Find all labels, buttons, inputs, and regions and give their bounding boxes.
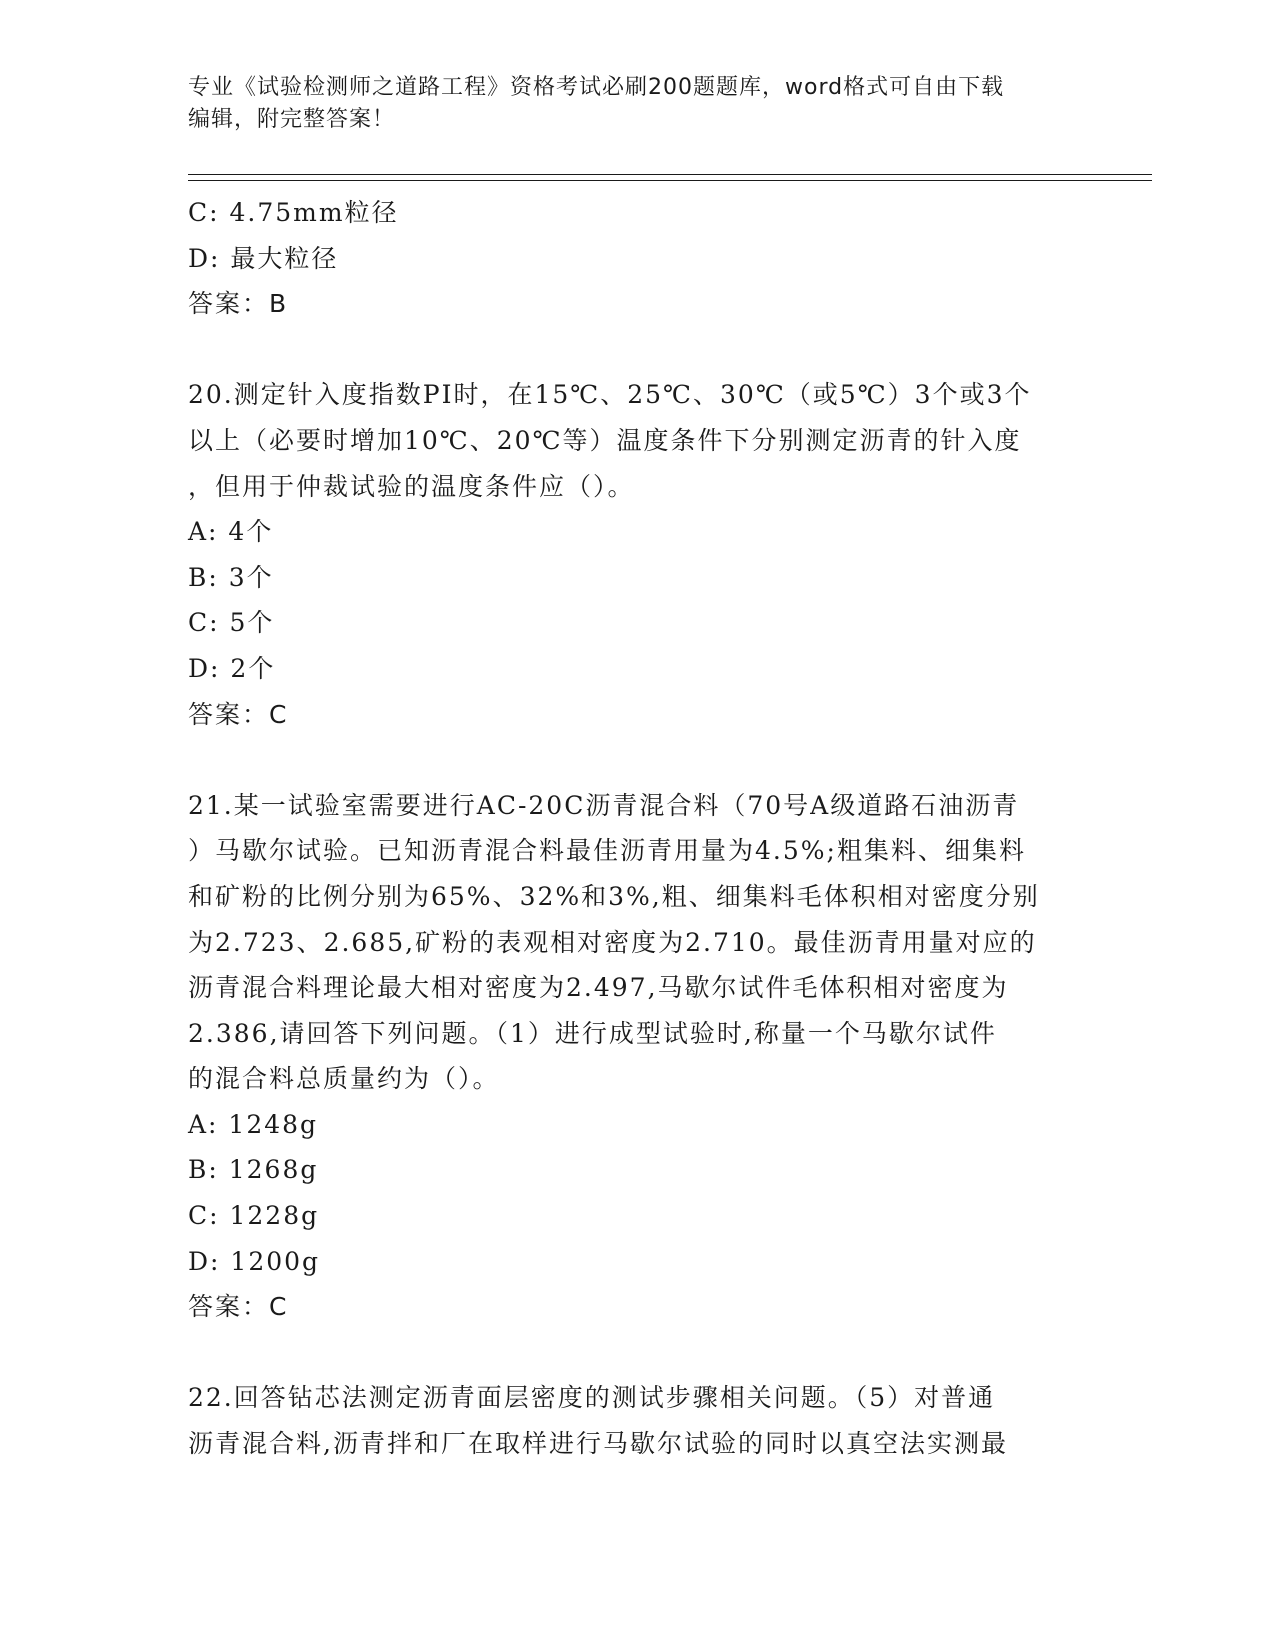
question-text-line: 为2.723、2.685,矿粉的表观相对密度为2.710。最佳沥青用量对应的 [188, 927, 1037, 957]
question-19-tail [188, 190, 1088, 327]
header-divider-bottom [188, 180, 1152, 181]
option-d: D: 2个 [188, 653, 276, 683]
question-text-line: 沥青混合料,沥青拌和厂在取样进行马歇尔试验的同时以真空法实测最 [188, 1429, 1008, 1459]
answer: 答案：B [188, 289, 289, 319]
option-c: C: 1228g [188, 1201, 320, 1231]
header-line-1: 专业《试验检测师之道路工程》资格考试必刷200题题库，word格式可自由下载 [188, 75, 1005, 100]
question-text-line: 沥青混合料理论最大相对密度为2.497,马歇尔试件毛体积相对密度为 [188, 973, 1009, 1003]
question-22 [188, 1375, 1088, 1466]
document-header [188, 72, 1088, 136]
question-text-line: ）马歇尔试验。已知沥青混合料最佳沥青用量为4.5%;粗集料、细集料 [188, 836, 1026, 866]
option-c: C: 4.75mm粒径 [188, 198, 399, 227]
header-line-2: 编辑，附完整答案！ [188, 107, 396, 132]
option-d: D: 1200g [188, 1246, 321, 1276]
answer: 答案：C [188, 1292, 289, 1322]
question-text-line: ，但用于仲裁试验的温度条件应（）。 [188, 471, 635, 501]
question-20 [188, 372, 1088, 737]
question-text-line: 21.某一试验室需要进行AC-20C沥青混合料（70号A级道路石油沥青 [188, 790, 1020, 820]
header-divider-top [188, 174, 1152, 175]
option-b: B: 1268g [188, 1155, 319, 1185]
question-21 [188, 783, 1088, 1330]
question-text-line: 2.386,请回答下列问题。（1）进行成型试验时,称量一个马歇尔试件 [188, 1018, 997, 1048]
option-a: A: 4个 [188, 517, 274, 547]
question-text-line: 22.回答钻芯法测定沥青面层密度的测试步骤相关问题。（5）对普通 [188, 1383, 996, 1413]
option-a: A: 1248g [188, 1109, 319, 1139]
question-text-line: 20.测定针入度指数PI时，在15℃、25℃、30℃（或5℃）3个或3个 [188, 380, 1032, 410]
option-d: D: 最大粒径 [188, 243, 339, 273]
document-body [188, 190, 1088, 1467]
question-text-line: 以上（必要时增加10℃、20℃等）温度条件下分别测定沥青的针入度 [188, 425, 1022, 455]
option-c: C: 5个 [188, 608, 275, 638]
answer: 答案：C [188, 699, 289, 729]
question-text-line: 和矿粉的比例分别为65%、32%和3%,粗、细集料毛体积相对密度分别 [188, 881, 1040, 911]
question-text-line: 的混合料总质量约为（）。 [188, 1064, 500, 1094]
option-b: B: 3个 [188, 562, 274, 592]
